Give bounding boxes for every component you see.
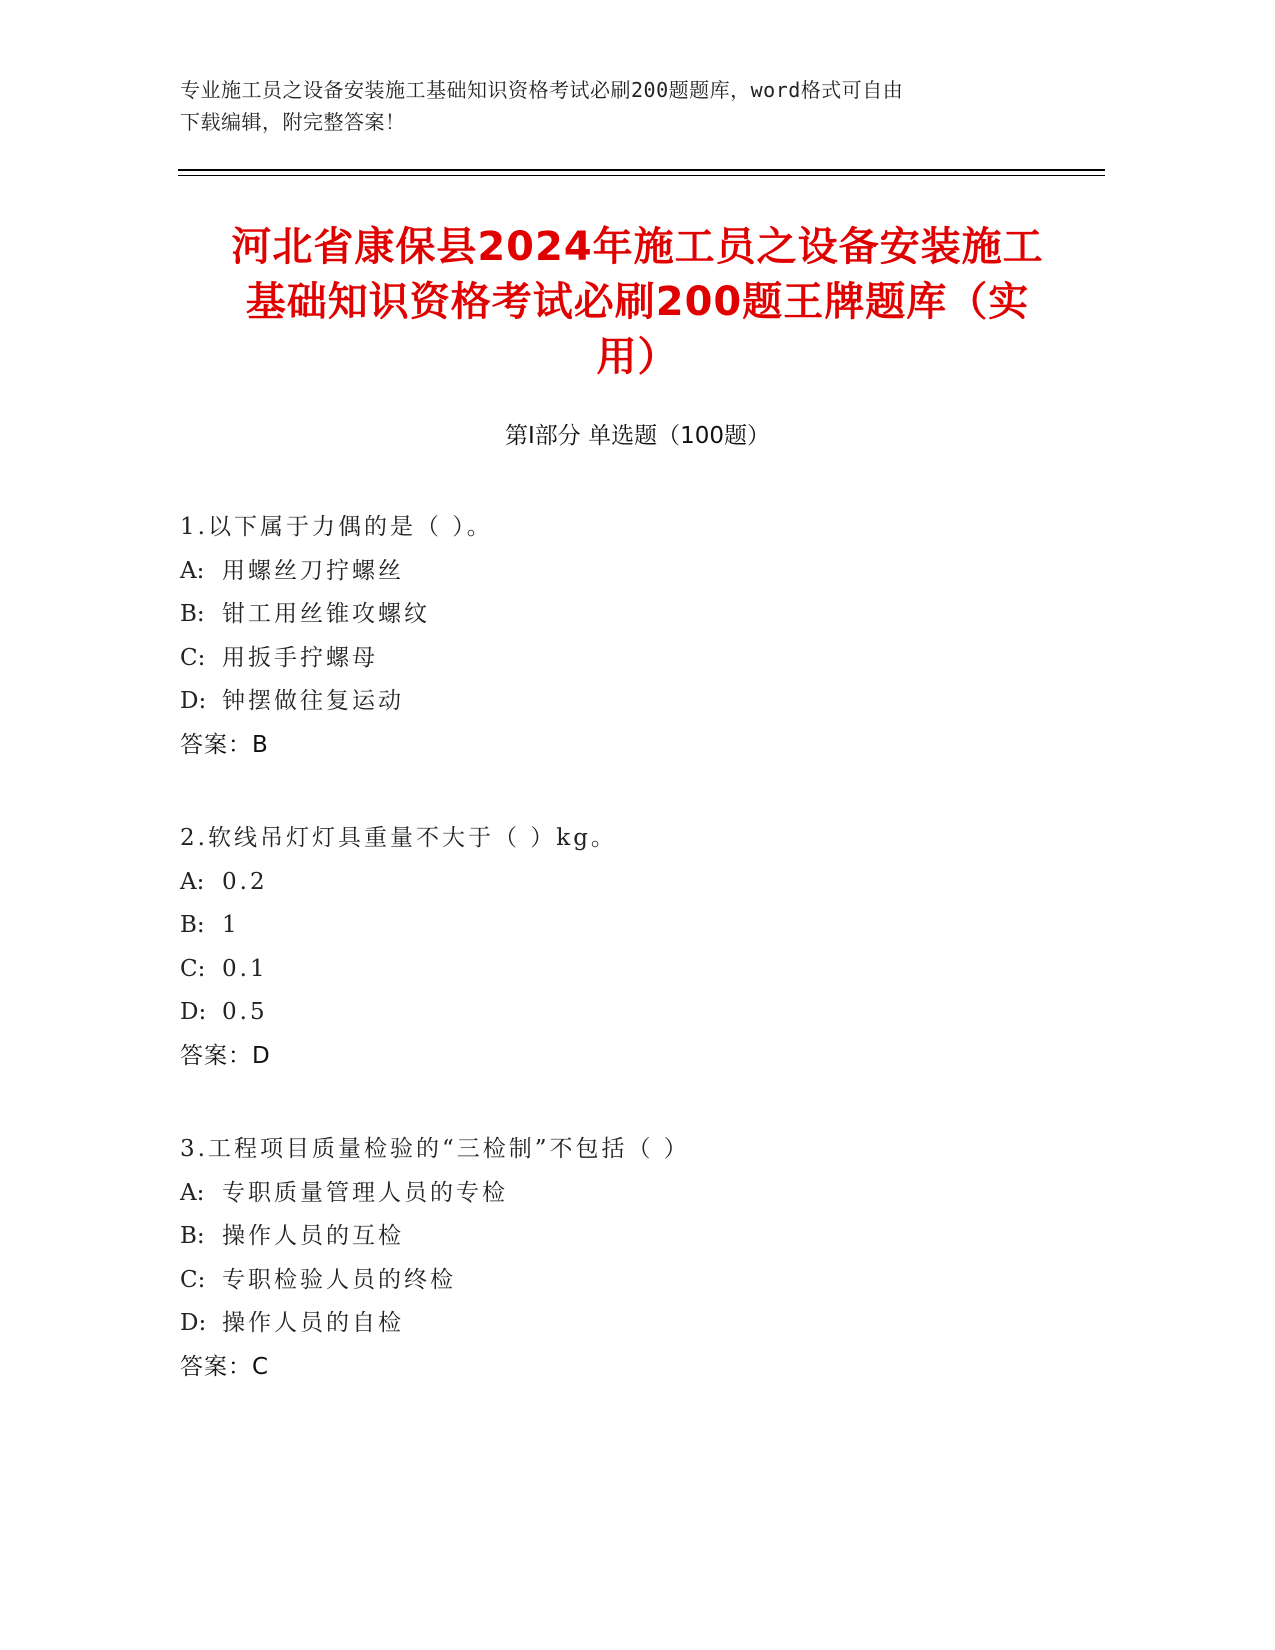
option-b [180,593,1080,637]
option-text: 操作人员的自检 [222,1310,404,1336]
document-title-line-1: 河北省康保县2024年施工员之设备安装施工 [231,224,1044,270]
answer-line: 答案：B [180,731,269,758]
option-key: D: [180,999,207,1025]
header-divider-thick [178,169,1105,171]
option-text: 专职质量管理人员的专检 [222,1179,508,1206]
question-stem: 2.软线吊灯灯具重量不大于（ ）kg。 [180,825,617,851]
answer-line: 答案：D [180,1042,271,1069]
header-note [180,74,1060,138]
section-title: 第Ⅰ部分 单选题（100题） [505,423,770,449]
option-c [180,1259,1080,1303]
question-item [180,506,1080,767]
option-text: 专职检验人员的终检 [222,1266,456,1293]
option-text: 操作人员的互检 [222,1223,404,1249]
option-key: C: [180,644,206,671]
option-key: A: [180,1179,205,1206]
option-a [180,861,1080,905]
question-list [180,506,1080,1439]
option-text: 1 [222,912,240,938]
question-item [180,817,1080,1078]
option-b [180,1215,1080,1259]
option-c [180,637,1080,681]
document-title-line-2: 基础知识资格考试必刷200题王牌题库（实 [245,279,1030,325]
option-key: D: [180,688,207,714]
answer-line: 答案：C [180,1353,270,1380]
option-text: 0.2 [222,868,268,895]
option-text: 用扳手拧螺母 [222,644,378,671]
option-b [180,904,1080,948]
document-title-line-3: 用） [596,334,679,380]
option-key: B: [180,912,205,938]
option-a [180,1172,1080,1216]
option-d [180,680,1080,724]
option-text: 钟摆做往复运动 [222,688,404,714]
option-key: B: [180,601,205,627]
option-key: B: [180,1223,205,1249]
option-key: C: [180,1266,206,1293]
option-d [180,1302,1080,1346]
option-text: 用螺丝刀拧螺丝 [222,557,404,584]
header-note-line-2: 下载编辑，附完整答案！ [180,110,406,134]
option-key: C: [180,955,206,982]
option-d [180,991,1080,1035]
option-text: 钳工用丝锥攻螺纹 [222,601,430,627]
document-title [160,220,1115,385]
option-text: 0.1 [222,955,268,982]
header-note-line-1: 专业施工员之设备安装施工基础知识资格考试必刷200题题库，word格式可自由 [180,78,904,102]
option-text: 0.5 [222,999,268,1025]
option-key: D: [180,1310,207,1336]
option-c [180,948,1080,992]
option-a [180,550,1080,594]
question-item [180,1128,1080,1389]
question-stem: 3.工程项目质量检验的“三检制”不包括（ ） [180,1136,690,1162]
option-key: A: [180,557,205,584]
option-key: A: [180,868,205,895]
question-stem: 1.以下属于力偶的是（ ）。 [180,514,493,540]
header-divider-thin [178,175,1105,176]
